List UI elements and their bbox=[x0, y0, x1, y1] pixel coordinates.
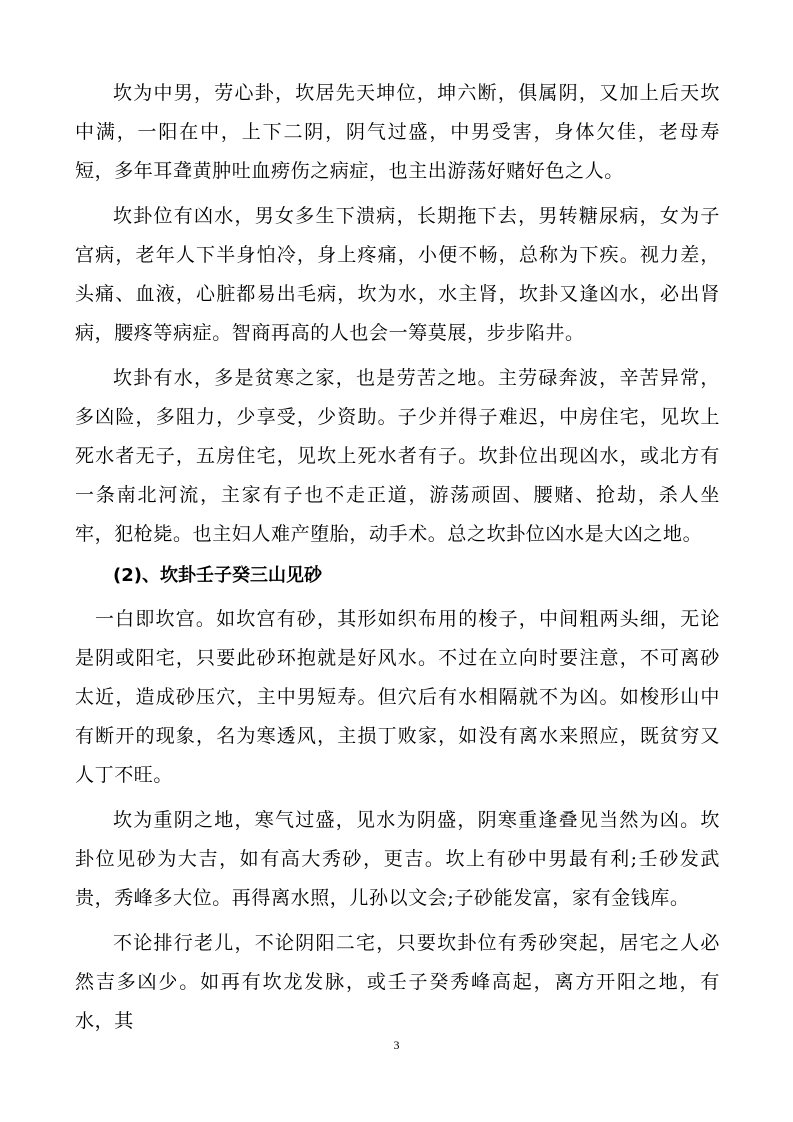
paragraph-3: 坎卦有水，多是贫寒之家，也是劳苦之地。主劳碌奔波，辛苦异常，多凶险，多阻力，少享受，少资助。子少并得子难迟，中房住宅，见坎上死水者无子，五房住宅，见坎上死水者有子。坎卦位出现凶水，或北方有一条南北河流，主家有子也不走正道，游荡顽固、腰赌、抢劫，杀人坐牢，犯枪毙。也主妇人难产堕胎，动手术。总之坎卦位凶水是大凶之地。 bbox=[75, 367, 720, 545]
paragraph-6: 不论排行老儿，不论阴阳二宅，只要坎卦位有秀砂突起，居宅之人必然吉多凶少。如再有坎龙发脉，或壬子癸秀峰高起，离方开阳之地，有水，其 bbox=[75, 932, 720, 1032]
section-heading: (2)、坎卦壬子癸三山见砂 bbox=[113, 565, 322, 586]
paragraph-4: 一白即坎宫。如坎宫有砂，其形如织布用的梭子，中间粗两头细，无论是阴或阳宅，只要此砂环抱就是好风水。不过在立向时要注意，不可离砂太近，造成砂压穴，主中男短寿。但穴后有水相隔就不为凶。如梭形山中有断开的现象，名为寒透风，主损丁败家，如没有离水来照应，既贫穷又人丁不旺。 bbox=[75, 608, 720, 786]
page-number: 3 bbox=[393, 1038, 400, 1052]
page-body bbox=[75, 74, 720, 1041]
paragraph-5: 坎为重阴之地，寒气过盛，见水为阴盛，阴寒重逢叠见当然为凶。坎卦位见砂为大吉，如有高大秀砂，更吉。坎上有砂中男最有利;壬砂发武贵，秀峰多大位。再得离水照，儿孙以文会;子砂能发富，家有金钱库。 bbox=[75, 809, 720, 909]
paragraph-1: 坎为中男，劳心卦，坎居先天坤位，坤六断，俱属阴，又加上后天坎中满，一阳在中，上下二阴，阴气过盛，中男受害，身体欠佳，老母寿短，多年耳聋黄肿吐血痨伤之病症，也主出游荡好赌好色之人。 bbox=[75, 82, 720, 182]
paragraph-2: 坎卦位有凶水，男女多生下溃病，长期拖下去，男转糖尿病，女为子宫病，老年人下半身怕冷，身上疼痛，小便不畅，总称为下疾。视力差，头痛、血液，心脏都易出毛病，坎为水，水主肾，坎卦又逢凶水，必出肾病，腰疼等病症。智商再高的人也会一筹莫展，步步陷井。 bbox=[75, 205, 720, 344]
